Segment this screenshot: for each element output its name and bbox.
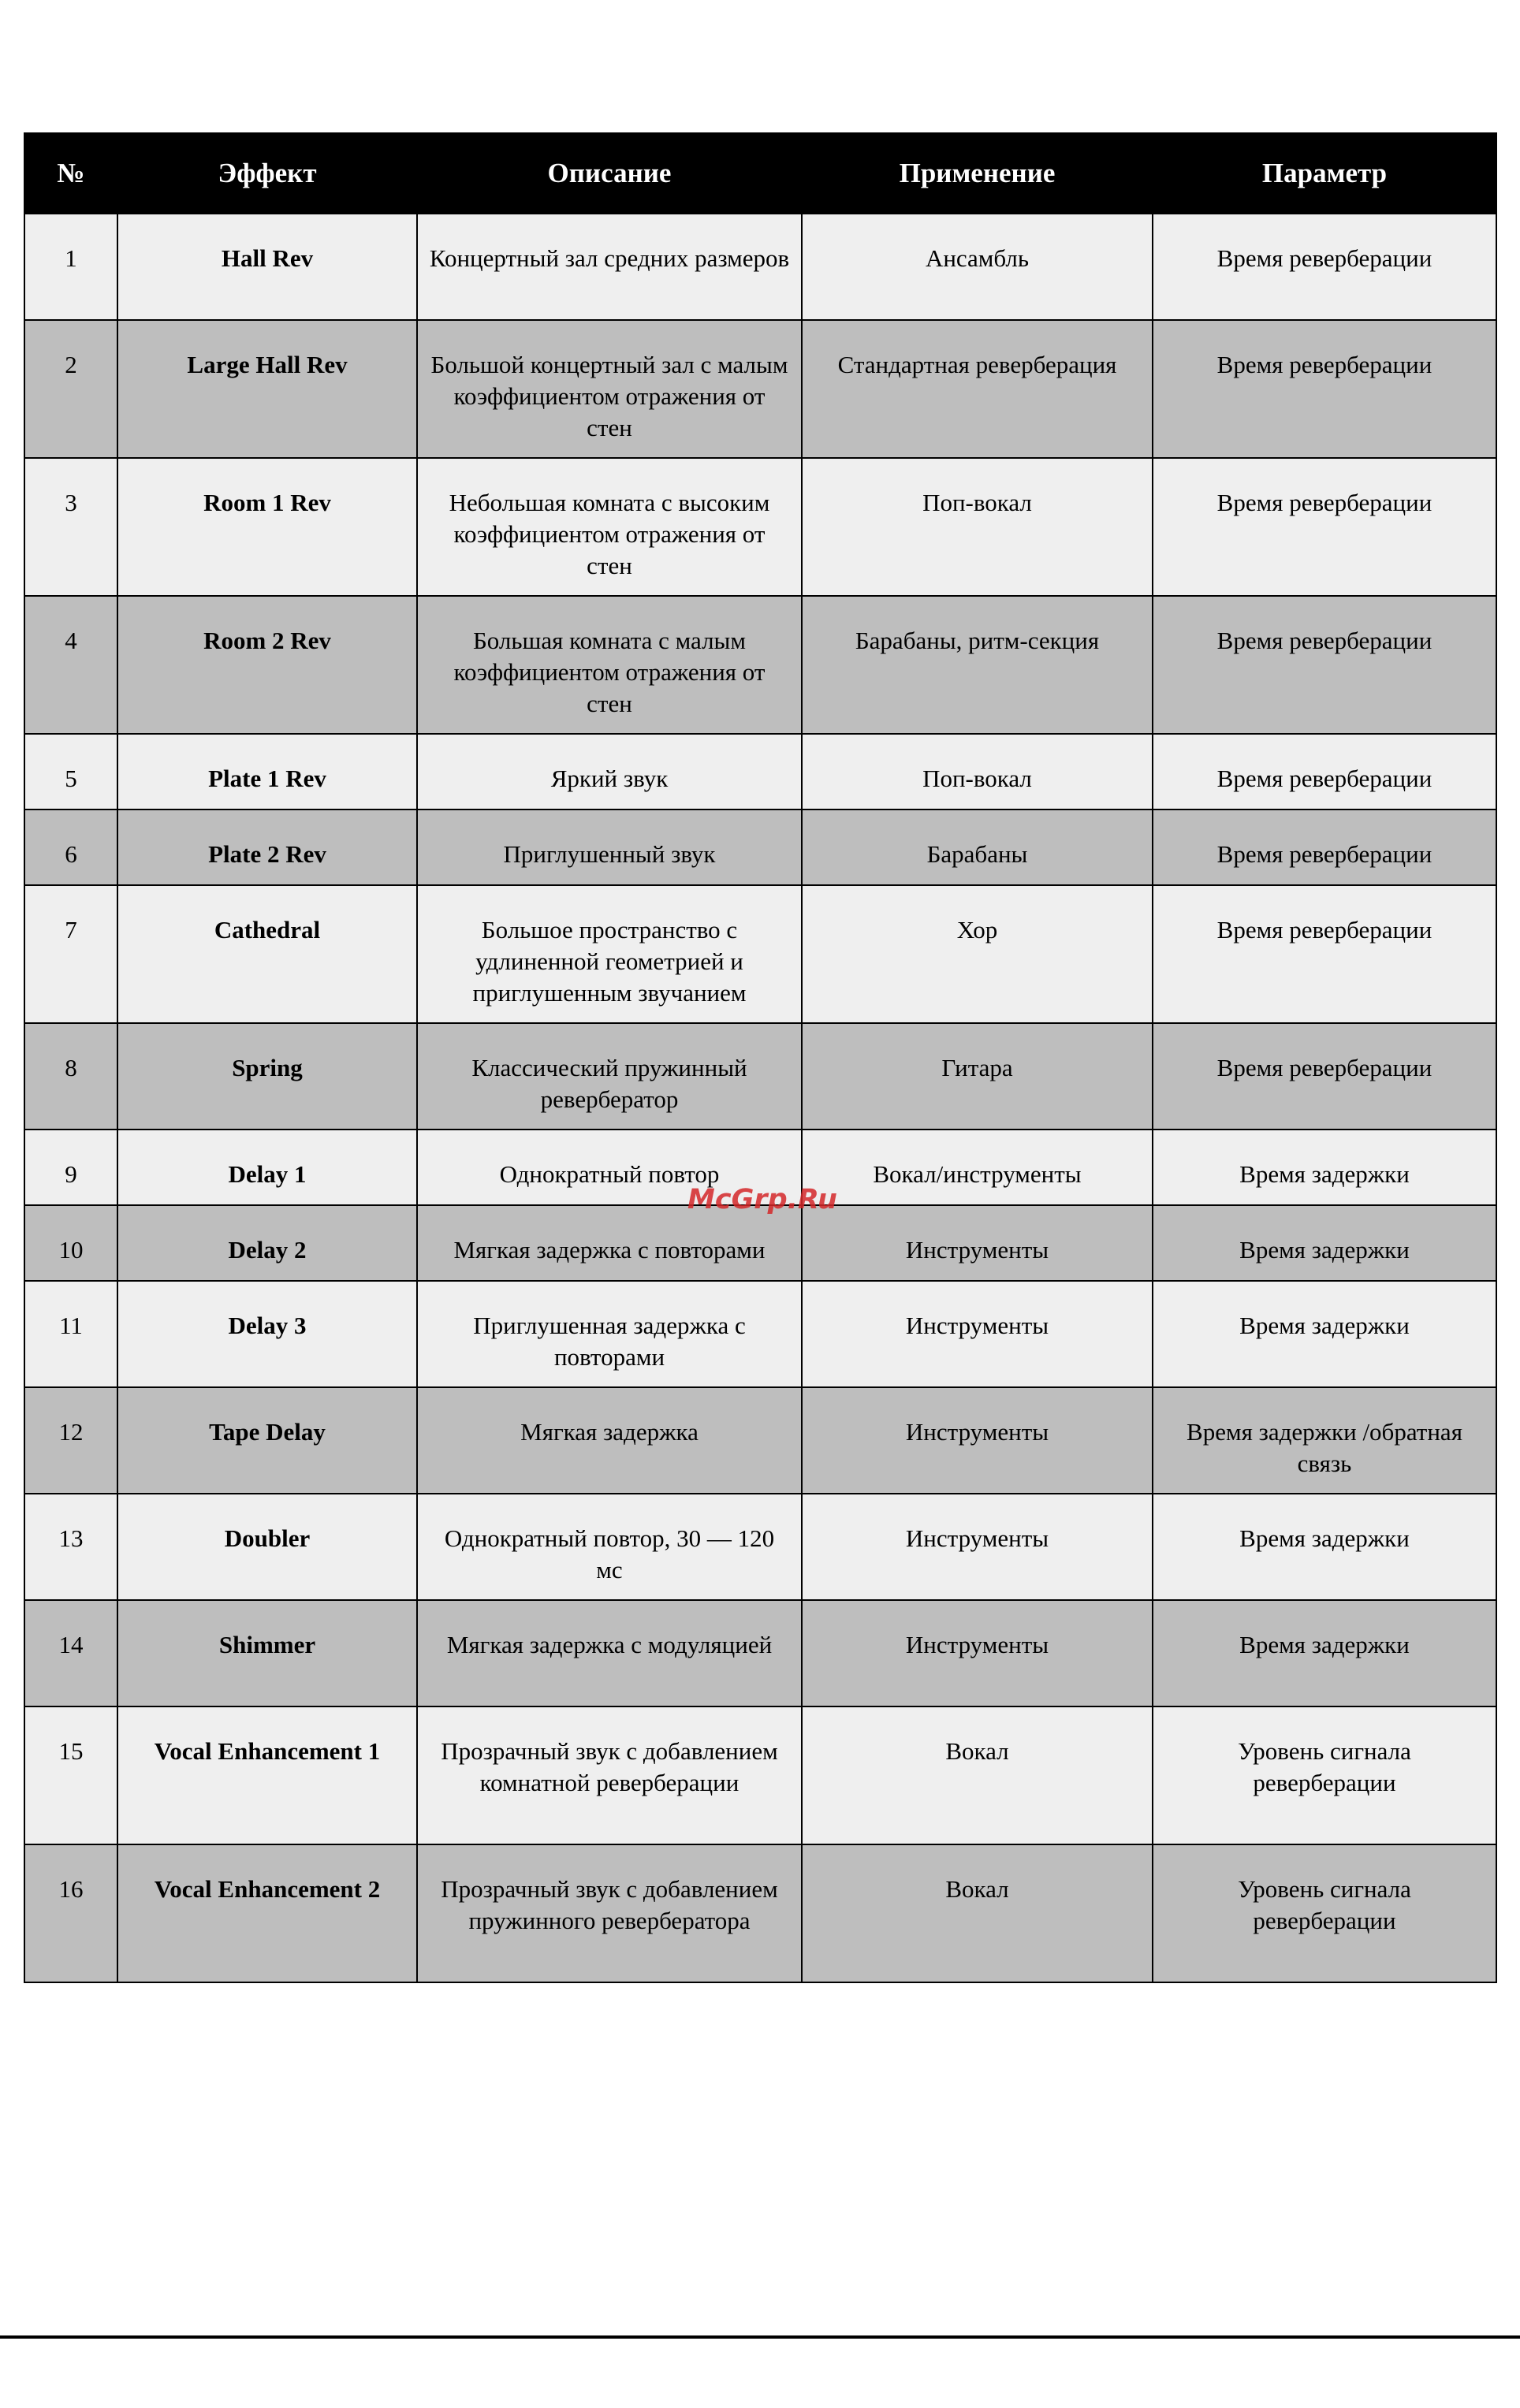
cell-description: Мягкая задержка с модуляцией (417, 1600, 802, 1706)
cell-number: 16 (24, 1844, 117, 1982)
cell-parameter: Время задержки (1153, 1130, 1496, 1205)
cell-application: Вокал/инструменты (802, 1130, 1153, 1205)
cell-application: Вокал (802, 1706, 1153, 1844)
cell-effect: Plate 2 Rev (117, 809, 417, 885)
table-row (24, 809, 1496, 885)
cell-effect: Room 1 Rev (117, 458, 417, 596)
cell-number: 8 (24, 1023, 117, 1130)
cell-description: Большая комната с малым коэффициентом отражения от стен (417, 596, 802, 734)
cell-effect: Plate 1 Rev (117, 734, 417, 809)
cell-description: Прозрачный звук с добавлением пружинного ревербератора (417, 1844, 802, 1982)
cell-number: 2 (24, 320, 117, 458)
table-row (24, 885, 1496, 1023)
header-row (24, 133, 1496, 214)
table-row (24, 1600, 1496, 1706)
cell-parameter: Уровень сигнала реверберации (1153, 1706, 1496, 1844)
cell-application: Инструменты (802, 1281, 1153, 1387)
table-row (24, 1844, 1496, 1982)
cell-number: 13 (24, 1494, 117, 1600)
cell-parameter: Время реверберации (1153, 214, 1496, 320)
cell-parameter: Время задержки (1153, 1281, 1496, 1387)
cell-parameter: Время задержки (1153, 1494, 1496, 1600)
cell-application: Поп-вокал (802, 458, 1153, 596)
cell-application: Инструменты (802, 1205, 1153, 1281)
cell-number: 7 (24, 885, 117, 1023)
header-description: Описание (417, 133, 802, 214)
cell-application: Вокал (802, 1844, 1153, 1982)
cell-description: Приглушенная задержка с повторами (417, 1281, 802, 1387)
cell-effect: Tape Delay (117, 1387, 417, 1494)
cell-effect: Spring (117, 1023, 417, 1130)
cell-parameter: Время задержки (1153, 1205, 1496, 1281)
table-row (24, 1706, 1496, 1844)
cell-number: 9 (24, 1130, 117, 1205)
cell-number: 3 (24, 458, 117, 596)
cell-application: Инструменты (802, 1494, 1153, 1600)
cell-parameter: Время задержки /обратная связь (1153, 1387, 1496, 1494)
header-number: № (24, 133, 117, 214)
cell-number: 1 (24, 214, 117, 320)
cell-number: 11 (24, 1281, 117, 1387)
header-effect: Эффект (117, 133, 417, 214)
cell-effect: Delay 2 (117, 1205, 417, 1281)
cell-number: 15 (24, 1706, 117, 1844)
cell-number: 12 (24, 1387, 117, 1494)
cell-parameter: Время реверберации (1153, 458, 1496, 596)
cell-number: 4 (24, 596, 117, 734)
table-row (24, 1281, 1496, 1387)
cell-description: Большое пространство с удлиненной геометрией и приглушенным звучанием (417, 885, 802, 1023)
cell-effect: Delay 3 (117, 1281, 417, 1387)
cell-parameter: Время реверберации (1153, 885, 1496, 1023)
cell-description: Яркий звук (417, 734, 802, 809)
cell-application: Гитара (802, 1023, 1153, 1130)
cell-parameter: Время реверберации (1153, 809, 1496, 885)
cell-application: Хор (802, 885, 1153, 1023)
table-row (24, 1494, 1496, 1600)
cell-description: Концертный зал средних размеров (417, 214, 802, 320)
cell-application: Ансамбль (802, 214, 1153, 320)
cell-number: 5 (24, 734, 117, 809)
cell-effect: Delay 1 (117, 1130, 417, 1205)
cell-parameter: Время задержки (1153, 1600, 1496, 1706)
cell-effect: Large Hall Rev (117, 320, 417, 458)
cell-effect: Cathedral (117, 885, 417, 1023)
cell-description: Классический пружинный ревербератор (417, 1023, 802, 1130)
table-row (24, 458, 1496, 596)
cell-number: 6 (24, 809, 117, 885)
cell-parameter: Время реверберации (1153, 596, 1496, 734)
cell-application: Инструменты (802, 1600, 1153, 1706)
table-row (24, 1205, 1496, 1281)
cell-number: 10 (24, 1205, 117, 1281)
cell-application: Инструменты (802, 1387, 1153, 1494)
cell-description: Однократный повтор (417, 1130, 802, 1205)
table-row (24, 734, 1496, 809)
cell-description: Большой концертный зал с малым коэффициентом отражения от стен (417, 320, 802, 458)
table-row (24, 214, 1496, 320)
header-parameter: Параметр (1153, 133, 1496, 214)
cell-description: Мягкая задержка (417, 1387, 802, 1494)
table-row (24, 596, 1496, 734)
cell-effect: Doubler (117, 1494, 417, 1600)
cell-effect: Vocal Enhancement 1 (117, 1706, 417, 1844)
cell-parameter: Время реверберации (1153, 1023, 1496, 1130)
cell-number: 14 (24, 1600, 117, 1706)
cell-application: Поп-вокал (802, 734, 1153, 809)
cell-parameter: Время реверберации (1153, 734, 1496, 809)
table-row (24, 1387, 1496, 1494)
table-row (24, 320, 1496, 458)
cell-effect: Vocal Enhancement 2 (117, 1844, 417, 1982)
cell-effect: Hall Rev (117, 214, 417, 320)
cell-effect: Shimmer (117, 1600, 417, 1706)
cell-parameter: Время реверберации (1153, 320, 1496, 458)
cell-effect: Room 2 Rev (117, 596, 417, 734)
cell-description: Приглушенный звук (417, 809, 802, 885)
cell-description: Небольшая комната с высоким коэффициентом отражения от стен (417, 458, 802, 596)
effects-table (24, 132, 1497, 1983)
cell-application: Барабаны, ритм-секция (802, 596, 1153, 734)
cell-application: Стандартная реверберация (802, 320, 1153, 458)
header-application: Применение (802, 133, 1153, 214)
table-row (24, 1023, 1496, 1130)
cell-description: Прозрачный звук с добавлением комнатной реверберации (417, 1706, 802, 1844)
footer-divider (0, 2335, 1520, 2339)
watermark-text: McGrp.Ru (687, 1184, 837, 1215)
cell-application: Барабаны (802, 809, 1153, 885)
cell-description: Мягкая задержка с повторами (417, 1205, 802, 1281)
cell-description: Однократный повтор, 30 — 120 мс (417, 1494, 802, 1600)
cell-parameter: Уровень сигнала реверберации (1153, 1844, 1496, 1982)
